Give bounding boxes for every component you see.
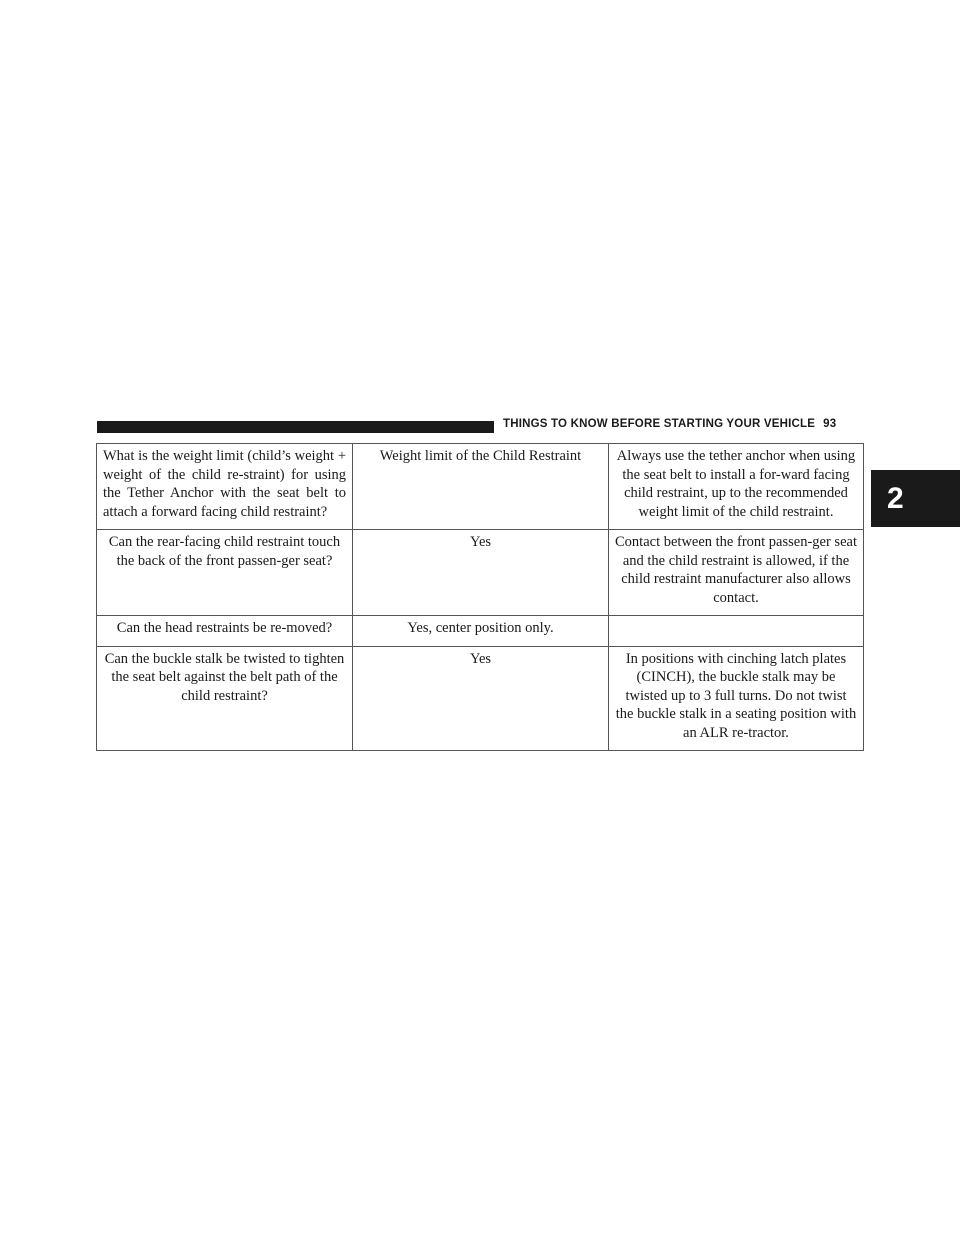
page-number: 93	[823, 418, 837, 430]
question-cell: Can the head restraints be re-moved?	[97, 616, 353, 647]
table-row	[97, 646, 864, 751]
answer-cell: Yes	[353, 646, 609, 751]
header-rule	[97, 421, 494, 433]
question-cell: Can the buckle stalk be twisted to tighten the seat belt against the belt path of the child restraint?	[97, 646, 353, 751]
chapter-tab	[871, 470, 960, 527]
running-header	[503, 418, 836, 430]
child-restraint-table	[96, 443, 864, 751]
note-cell: In positions with cinching latch plates (CINCH), the buckle stalk may be twisted up to 3 full turns. Do not twist the buckle stalk in a seating position with an ALR re-tractor.	[609, 646, 864, 751]
table-row	[97, 616, 864, 647]
section-title: THINGS TO KNOW BEFORE STARTING YOUR VEHICLE	[503, 418, 816, 430]
note-cell	[609, 616, 864, 647]
answer-cell: Weight limit of the Child Restraint	[353, 444, 609, 530]
note-cell: Always use the tether anchor when using the seat belt to install a for-ward facing child restraint, up to the recommended weight limit of the child restraint.	[609, 444, 864, 530]
answer-cell: Yes	[353, 530, 609, 616]
answer-cell: Yes, center position only.	[353, 616, 609, 647]
table-row	[97, 444, 864, 530]
question-cell: What is the weight limit (child’s weight + weight of the child re-straint) for using the Tether Anchor with the seat belt to attach a forward facing child restraint?	[97, 444, 353, 530]
table-row	[97, 530, 864, 616]
note-cell: Contact between the front passen-ger seat and the child restraint is allowed, if the child restraint manufacturer also allows contact.	[609, 530, 864, 616]
chapter-number: 2	[887, 481, 904, 515]
question-cell: Can the rear-facing child restraint touch the back of the front passen-ger seat?	[97, 530, 353, 616]
